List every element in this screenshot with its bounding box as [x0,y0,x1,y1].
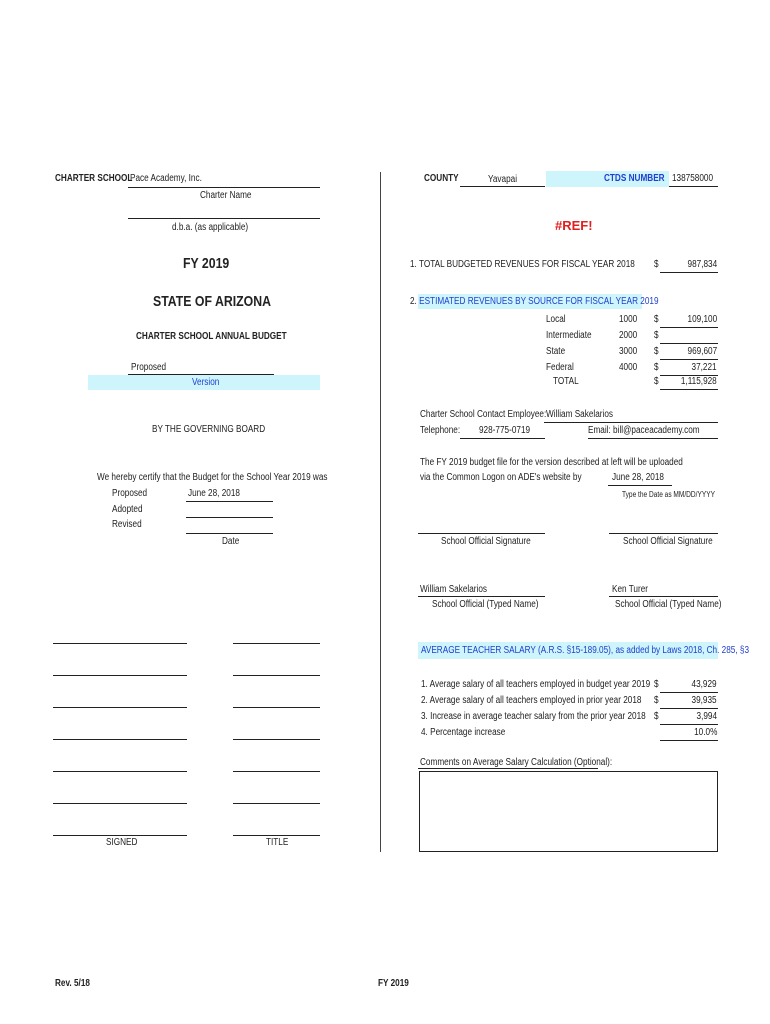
cert-proposed-line [186,501,273,502]
revenue-value-line [660,359,718,360]
signed-line[interactable] [53,803,187,804]
salary-row-value[interactable]: 3,994 [696,711,717,722]
revenue-source-code: 2000 [619,330,638,341]
salary-value-line [660,724,718,725]
revenue-source-code: 1000 [619,314,638,325]
revenue-source-name: State [546,346,566,357]
comments-textbox[interactable] [419,771,718,852]
revenue-value-line [660,343,718,344]
state-title: STATE OF ARIZONA [153,293,271,310]
salary-value-line [660,692,718,693]
title-line[interactable] [233,675,320,676]
revenue-source-code: 3000 [619,346,638,357]
title-line[interactable] [233,803,320,804]
official-signature-line-1[interactable] [418,533,545,534]
signed-label: SIGNED [106,837,138,848]
cert-adopted-line[interactable] [186,517,273,518]
official-typed-label-1: School Official (Typed Name) [432,599,539,610]
signed-line[interactable] [53,835,187,836]
salary-value-line [660,708,718,709]
column-divider [380,172,381,852]
salary-row-label: 1. Average salary of all teachers employed in budget year 2019 [421,679,651,690]
date-label: Date [222,536,240,547]
official-name-line-2 [609,596,718,597]
revenue-value[interactable]: 969,607 [687,346,717,357]
title-line[interactable] [233,643,320,644]
ctds-line [669,186,718,187]
salary-row-value[interactable]: 43,929 [691,679,717,690]
salary-row-label: 2. Average salary of all teachers employed in prior year 2018 [421,695,642,706]
signed-line[interactable] [53,707,187,708]
charter-name-line [128,187,320,188]
county-label: COUNTY [424,173,459,184]
email-text[interactable]: Email: bill@paceacademy.com [588,425,700,436]
estimated-revenues-label: 2. ESTIMATED REVENUES BY SOURCE FOR FISCAL YEAR 2019 [410,296,659,307]
revenue-value[interactable]: 37,221 [691,362,717,373]
telephone-value[interactable]: 928-775-0719 [479,425,531,436]
cert-proposed-date[interactable]: June 28, 2018 [188,488,240,499]
upload-text-line2: via the Common Logon on ADE's website by [420,472,582,483]
email-line [588,438,718,439]
contact-employee-line [544,422,718,423]
salary-value-line [660,740,718,741]
official-signature-label-2: School Official Signature [623,536,713,547]
dba-label: d.b.a. (as applicable) [172,222,249,233]
official-name-2[interactable]: Ken Turer [612,584,649,595]
charter-school-value[interactable]: Pace Academy, Inc. [130,173,202,184]
signed-line[interactable] [53,643,187,644]
ref-error: #REF! [555,218,593,233]
revenue-total-label: TOTAL [553,376,579,387]
salary-row-currency: $ [654,711,659,722]
upload-date-line [608,485,672,486]
revenue-source-name: Intermediate [546,330,592,341]
upload-date[interactable]: June 28, 2018 [612,472,664,483]
cert-revised-line[interactable] [186,533,273,534]
revenue-currency: $ [654,362,659,373]
official-name-1[interactable]: William Sakelarios [420,584,487,595]
by-board-label: BY THE GOVERNING BOARD [152,424,266,435]
annual-budget-title: CHARTER SCHOOL ANNUAL BUDGET [136,331,287,342]
revenue-value[interactable]: 109,100 [687,314,717,325]
official-signature-line-2[interactable] [609,533,718,534]
comments-label: Comments on Average Salary Calculation (Optional): [420,757,613,768]
cert-proposed-label: Proposed [112,488,148,499]
revenue-currency: $ [654,330,659,341]
total-revenues-line [660,272,718,273]
comments-label-underline [418,768,598,769]
revenue-source-name: Federal [546,362,574,373]
salary-row-currency: $ [654,695,659,706]
total-revenues-label: 1. TOTAL BUDGETED REVENUES FOR FISCAL YEAR 2018 [410,259,635,270]
title-label: TITLE [266,837,289,848]
total-revenues-value[interactable]: 987,834 [687,259,717,270]
cert-adopted-label: Adopted [112,504,143,515]
title-line[interactable] [233,739,320,740]
salary-row-label: 4. Percentage increase [421,727,506,738]
contact-employee-value[interactable]: William Sakelarios [546,409,613,420]
county-line [460,186,545,187]
fy-title: FY 2019 [183,255,230,272]
salary-row-currency: $ [654,679,659,690]
revenue-source-code: 4000 [619,362,638,373]
certify-text: We hereby certify that the Budget for the School Year 2019 was [97,472,328,483]
footer-fy: FY 2019 [378,978,409,989]
revision-label: Rev. 5/18 [55,978,90,989]
dba-line [128,218,320,219]
salary-heading: AVERAGE TEACHER SALARY (A.R.S. §15-189.05), as added by Laws 2018, Ch. 285, §3 [421,645,750,656]
ctds-label: CTDS NUMBER [604,173,665,184]
ctds-value[interactable]: 138758000 [672,173,714,184]
version-label: Version [192,377,220,388]
signed-line[interactable] [53,739,187,740]
salary-row-label: 3. Increase in average teacher salary from the prior year 2018 [421,711,646,722]
salary-row-value[interactable]: 39,935 [691,695,717,706]
revenue-total-line [660,389,718,390]
signed-line[interactable] [53,675,187,676]
revenue-currency: $ [654,314,659,325]
proposed-label[interactable]: Proposed [131,362,167,373]
revenue-source-name: Local [546,314,566,325]
cert-revised-label: Revised [112,519,142,530]
charter-name-label: Charter Name [200,190,252,201]
salary-row-value[interactable]: 10.0% [693,727,717,738]
revenue-total-currency: $ [654,376,659,387]
official-name-line-1 [418,596,545,597]
charter-school-label: CHARTER SCHOOL [55,173,133,184]
telephone-line [460,438,545,439]
total-revenues-currency: $ [654,259,659,270]
title-line[interactable] [233,707,320,708]
upload-text-line1: The FY 2019 budget file for the version described at left will be uploaded [420,457,683,468]
revenue-currency: $ [654,346,659,357]
official-signature-label-1: School Official Signature [441,536,531,547]
revenue-value-line [660,327,718,328]
estimated-revenues-heading: ESTIMATED REVENUES BY SOURCE FOR FISCAL YEAR 2019 [419,296,659,307]
county-value[interactable]: Yavapai [488,174,518,185]
revenue-value[interactable] [660,330,717,341]
revenue-total-value: 1,115,928 [681,376,717,387]
contact-employee-label: Charter School Contact Employee: [420,409,547,420]
title-line[interactable] [233,835,320,836]
official-typed-label-2: School Official (Typed Name) [615,599,722,610]
title-line[interactable] [233,771,320,772]
upload-date-hint: Type the Date as MM/DD/YYYY [622,490,715,499]
signed-line[interactable] [53,771,187,772]
telephone-label: Telephone: [420,425,461,436]
